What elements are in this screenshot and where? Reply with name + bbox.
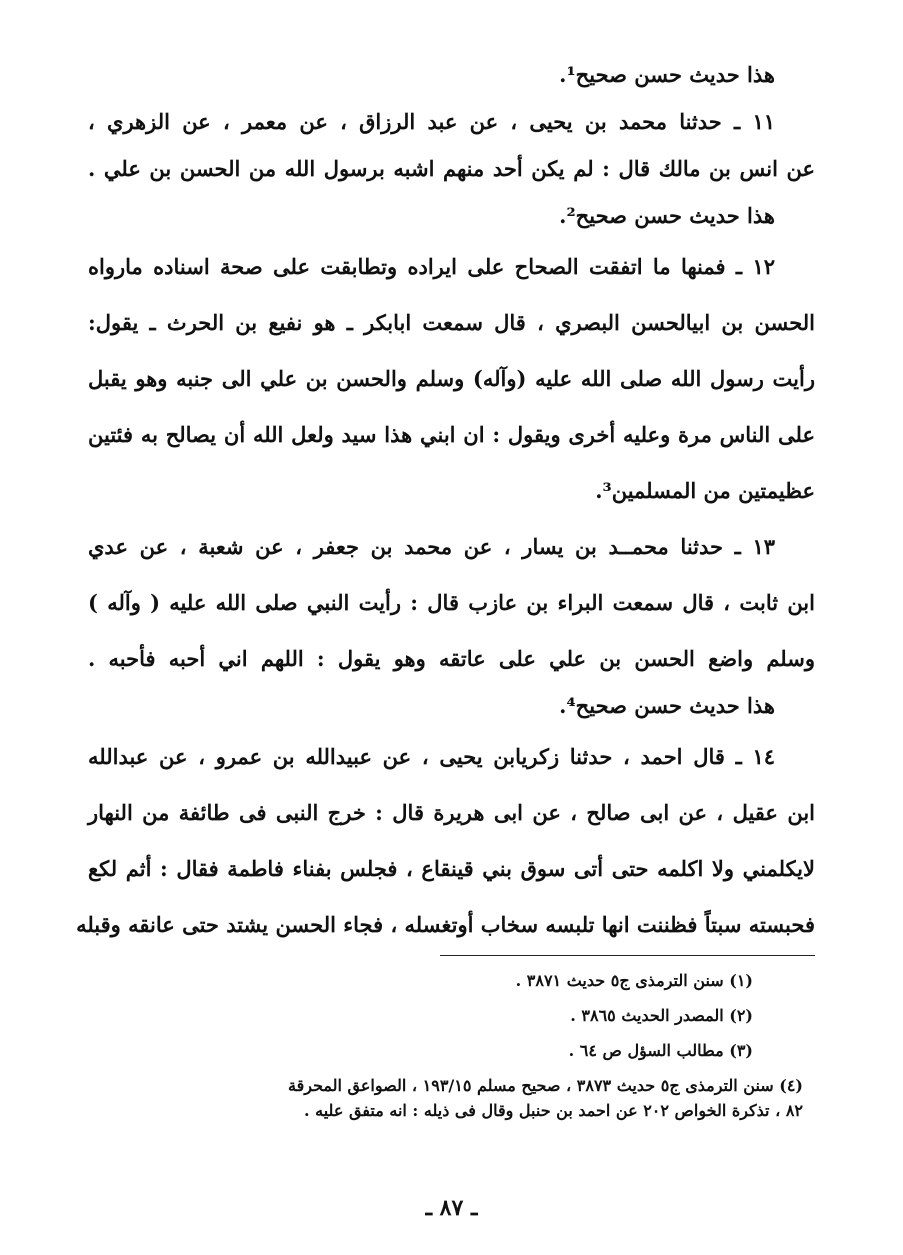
body-line: وسلم واضع الحسن بن علي على عاتقه وهو يقول : اللهم اني أحبه فأحبه . (88, 646, 815, 671)
page-number: ـ ٨٧ ـ (425, 1195, 478, 1221)
body-line: هذا حديث حسن صحيح¹. (559, 62, 775, 87)
body-line: عن انس بن مالك قال : لم يكن أحد منهم اشبه برسول الله من الحسن بن علي . (88, 156, 815, 181)
body-line: ابن عقيل ، عن ابى صالح ، عن ابى هريرة قال : خرج النبى فى طائفة من النهار (88, 800, 815, 825)
body-line: هذا حديث حسن صحيح⁴. (559, 693, 775, 718)
body-line: على الناس مرة وعليه أخرى ويقول : ان ابني هذا سيد ولعل الله أن يصالح به فئتين (88, 422, 815, 447)
footnote-4-continued: ٨٢ ، تذكرة الخواص ٢٠٢ عن احمد بن حنبل وقال فى ذيله : انه متفق عليه . (304, 1101, 803, 1120)
body-line: عظيمتين من المسلمين³. (595, 478, 815, 503)
body-line: ١١ ـ حدثنا محمد بن يحيى ، عن عبد الرزاق ، عن معمر ، عن الزهري ، (88, 109, 775, 134)
body-line: فحبسته سبتاً فظننت انها تلبسه سخاب أوتغسله ، فجاء الحسن يشتد حتى عانقه وقبله (76, 912, 815, 937)
page-body (76, 62, 815, 938)
footnote-1: (١) سنن الترمذى ج٥ حديث ٣٨٧١ . (515, 971, 753, 990)
body-line: ١٤ ـ قال احمد ، حدثنا زكريابن يحيى ، عن عبيدالله بن عمرو ، عن عبدالله (88, 744, 775, 769)
body-line: هذا حديث حسن صحيح². (559, 203, 775, 228)
footnotes (100, 970, 803, 1135)
body-line: رأيت رسول الله صلى الله عليه (وآله) وسلم والحسن بن علي الى جنبه وهو يقبل (88, 366, 815, 391)
body-line: ابن ثابت ، قال سمعت البراء بن عازب قال : رأيت النبي صلى الله عليه ( وآله ) (88, 590, 815, 615)
footnote-divider (440, 955, 815, 956)
footnote-4: (٤) سنن الترمذى ج٥ حديث ٣٨٧٣ ، صحيح مسلم ١٩٣/١٥ ، الصواعق المحرقة (288, 1076, 803, 1095)
body-line: لايكلمني ولا اكلمه حتى أتى سوق بني قينقاع ، فجلس بفناء فاطمة فقال : أثم لكع (88, 856, 815, 881)
body-line: ١٣ ـ حدثنا محمــد بن يسار ، عن محمد بن جعفر ، عن شعبة ، عن عدي (88, 534, 775, 559)
footnote-3: (٣) مطالب السؤل ص ٦٤ . (568, 1041, 753, 1060)
footnote-2: (٢) المصدر الحديث ٣٨٦٥ . (570, 1006, 753, 1025)
body-line: الحسن بن ابيالحسن البصري ، قال سمعت ابابكر ـ هو نفيع بن الحرث ـ يقول: (88, 310, 815, 335)
body-line: ١٢ ـ فمنها ما اتفقت الصحاح على ايراده وتطابقت على صحة اسناده مارواه (88, 254, 775, 279)
